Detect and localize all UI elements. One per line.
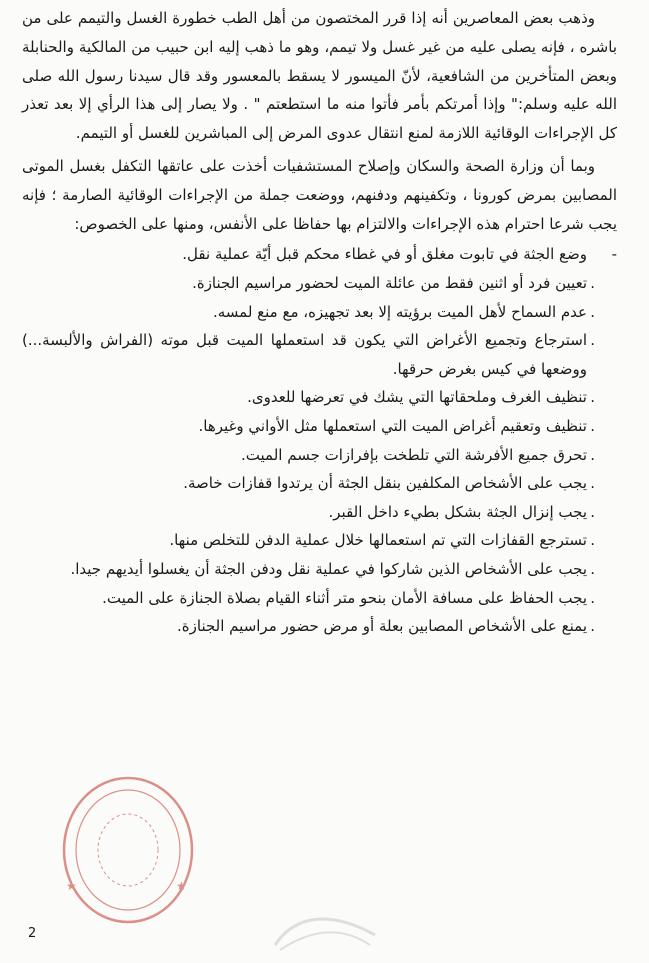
- paragraph-1: [22, 4, 617, 148]
- bullet-mark: .: [590, 388, 595, 407]
- bullet-mark: .: [590, 502, 595, 521]
- list-item-text: تنظيف الغرف وملحقاتها التي يشك في تعرضها للعدوى.: [247, 388, 587, 407]
- bullet-mark: -: [611, 245, 617, 264]
- paragraph-2-text: وبما أن وزارة الصحة والسكان وإصلاح المستشفيات أخذت على عاتقها التكفل بغسل الموتى المصابين بمرض كورونا ، وتكفينهم ودفنهم، ووضعت جملة من الإجراءات الوقائية الصارمة ؛ فإنه يجب شرعا احترام هذه الإجراءات والالتزام بها حفاظا على الأنفس، ومنها على الخصوص:: [22, 156, 617, 233]
- list-item: [22, 498, 617, 527]
- bullet-mark: .: [590, 531, 595, 550]
- list-item-text: وضع الجثة في تابوت مغلق أو في غطاء محكم قبل أيّة عملية نقل.: [182, 245, 587, 264]
- list-item: [22, 240, 617, 269]
- list-item-text: استرجاع وتجميع الأغراض التي يكون قد استعملها الميت قبل موته (الفراش والألبسة...) ووضعها في كيس بغرض حرقها.: [22, 331, 587, 378]
- bullet-mark: .: [590, 588, 595, 607]
- measures-list: [22, 240, 617, 640]
- list-item: [22, 612, 617, 641]
- list-item-text: يجب على الأشخاص المكلفين بنقل الجثة أن يرتدوا قفازات خاصة.: [183, 474, 587, 493]
- bullet-mark: .: [590, 273, 595, 292]
- list-item: [22, 269, 617, 298]
- list-item-text: تنظيف وتعقيم أغراض الميت التي استعملها مثل الأواني وغيرها.: [198, 416, 587, 435]
- bullet-mark: .: [590, 617, 595, 636]
- svg-text:★: ★: [176, 879, 187, 893]
- svg-text:★: ★: [66, 879, 77, 893]
- list-item: [22, 555, 617, 584]
- faint-stamp-icon: [270, 905, 380, 955]
- list-item-text: تسترجع القفازات التي تم استعمالها خلال عملية الدفن للتخلص منها.: [169, 531, 587, 550]
- bullet-mark: .: [590, 331, 595, 350]
- official-seal-icon: [58, 770, 198, 930]
- list-item: [22, 526, 617, 555]
- list-item: [22, 412, 617, 441]
- body-text: [22, 4, 617, 641]
- list-item: [22, 383, 617, 412]
- bullet-mark: .: [590, 474, 595, 493]
- list-item-text: عدم السماح لأهل الميت برؤيته إلا بعد تجهيزه، مع منع لمسه.: [212, 302, 587, 321]
- paragraph-2: [22, 152, 617, 238]
- list-item-text: تعيين فرد أو اثنين فقط من عائلة الميت لحضور مراسيم الجنازة.: [192, 273, 587, 292]
- list-item-text: يمنع على الأشخاص المصابين بعلة أو مرض حضور مراسيم الجنازة.: [177, 617, 587, 636]
- bullet-mark: .: [590, 302, 595, 321]
- list-item: [22, 441, 617, 470]
- paragraph-1-text: وذهب بعض المعاصرين أنه إذا قرر المختصون من أهل الطب خطورة الغسل والتيمم على من باشره ، فإنه يصلى عليه من غير غسل ولا تيمم، وهو ما ذهب إليه ابن حبيب من المالكية والحنابلة وبعض المتأخرين من الشافعية، لأنّ الميسور لا يسقط بالمعسور وقد قال سيدنا رسول الله صلى الله عليه وسلم:" وإذا أمرتكم بأمر فأتوا منه ما استطعتم " . ولا يصار إلى هذا الرأي إلا بعد تعذر كل الإجراءات الوقائية اللازمة لمنع انتقال عدوى المرض إلى المباشرين للغسل أو التيمم.: [22, 9, 617, 143]
- list-item: [22, 298, 617, 327]
- list-item-text: تحرق جميع الأفرشة التي تلطخت بإفرازات جسم الميت.: [241, 445, 587, 464]
- bullet-mark: .: [590, 445, 595, 464]
- list-item-text: يجب على الأشخاص الذين شاركوا في عملية نقل ودفن الجثة أن يغسلوا أيديهم جيدا.: [70, 559, 587, 578]
- list-item-text: يجب إنزال الجثة بشكل بطيء داخل القبر.: [328, 502, 587, 521]
- list-item: [22, 584, 617, 613]
- bullet-mark: .: [590, 416, 595, 435]
- bullet-mark: .: [590, 559, 595, 578]
- page-number: 2: [28, 926, 37, 941]
- list-item: [22, 326, 617, 383]
- list-item-text: يجب الحفاظ على مسافة الأمان بنحو متر أثناء القيام بصلاة الجنازة على الميت.: [102, 588, 587, 607]
- list-item: [22, 469, 617, 498]
